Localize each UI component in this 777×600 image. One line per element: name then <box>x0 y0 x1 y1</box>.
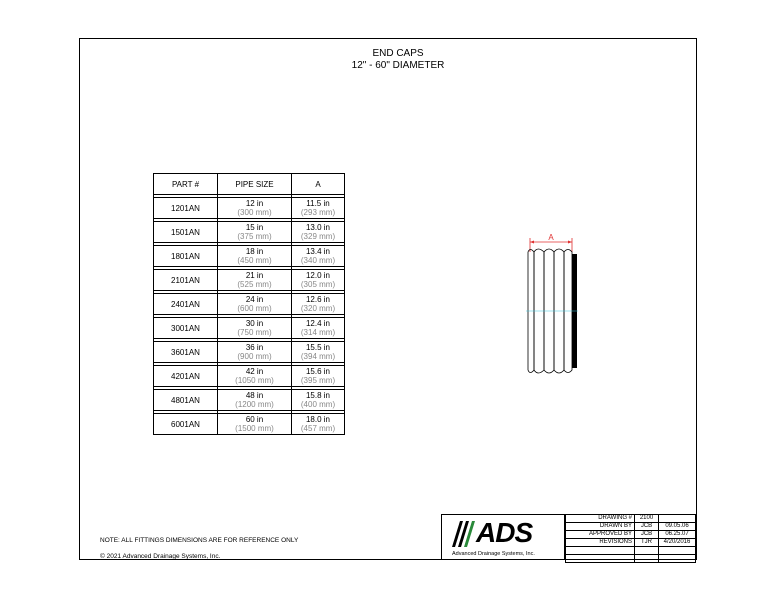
title-block-initials: JCB <box>635 531 659 539</box>
pipe-size-mm: (1500 mm) <box>235 424 274 433</box>
pipe-size-in: 60 in <box>245 415 264 424</box>
pipe-size <box>218 198 292 219</box>
dimension-a-mm: (329 mm) <box>300 232 336 241</box>
title-block-initials <box>635 555 659 563</box>
dimension-a-in: 18.0 in <box>305 415 331 424</box>
pipe-size-in: 12 in <box>245 199 264 208</box>
title-block-label: DRAWING # <box>566 515 635 523</box>
pipe-size-mm: (750 mm) <box>237 328 272 337</box>
title-block-row <box>566 555 696 563</box>
dimension-a <box>292 318 345 339</box>
header-part: PART # <box>154 174 218 195</box>
dimension-a <box>292 390 345 411</box>
table-row <box>154 414 345 435</box>
dimension-a-mm: (314 mm) <box>300 328 336 337</box>
title-block-initials: TJR <box>635 539 659 547</box>
drawing-title <box>79 48 717 72</box>
table-row <box>154 222 345 243</box>
dimension-a-mm: (394 mm) <box>300 352 336 361</box>
copyright: © 2021 Advanced Drainage Systems, Inc. <box>100 553 221 560</box>
end-cap-drawing <box>520 230 580 380</box>
dimension-a-mm: (400 mm) <box>300 400 336 409</box>
title-block-initials: 2100 <box>635 515 659 523</box>
dimension-a-mm: (293 mm) <box>300 208 336 217</box>
pipe-size-mm: (900 mm) <box>237 352 272 361</box>
title-block-date: 4/20/2016 <box>659 539 696 547</box>
title-block-date <box>659 555 696 563</box>
title-block-date: 09.05.06 <box>659 523 696 531</box>
dimension-a-mm: (320 mm) <box>300 304 336 313</box>
title-line-2: 12" - 60" DIAMETER <box>351 60 445 71</box>
table-row <box>154 390 345 411</box>
title-block-date: 06.25.07 <box>659 531 696 539</box>
dimension-a-in: 12.4 in <box>305 319 331 328</box>
pipe-size <box>218 222 292 243</box>
title-block-initials <box>635 547 659 555</box>
dimension-arrow-left <box>530 241 534 244</box>
table-row <box>154 246 345 267</box>
dimension-a-mm: (305 mm) <box>300 280 336 289</box>
pipe-size-in: 36 in <box>245 343 264 352</box>
dimension-a <box>292 366 345 387</box>
pipe-size-mm: (375 mm) <box>237 232 272 241</box>
dimension-a-in: 12.6 in <box>305 295 331 304</box>
pipe-size-in: 24 in <box>245 295 264 304</box>
part-number: 1201AN <box>154 198 218 219</box>
part-number: 3001AN <box>154 318 218 339</box>
ads-logo-box <box>441 514 565 560</box>
part-number: 2401AN <box>154 294 218 315</box>
pipe-size <box>218 390 292 411</box>
dimension-a-mm: (395 mm) <box>300 376 336 385</box>
part-number: 1801AN <box>154 246 218 267</box>
title-block-label: DRAWN BY <box>566 523 635 531</box>
title-block-date <box>659 515 696 523</box>
pipe-size-mm: (300 mm) <box>237 208 272 217</box>
dimension-a-mm: (457 mm) <box>300 424 336 433</box>
pipe-size-mm: (1200 mm) <box>235 400 274 409</box>
ads-logo-tagline: Advanced Drainage Systems, Inc. <box>452 551 535 557</box>
pipe-size-mm: (525 mm) <box>237 280 272 289</box>
table-row <box>154 294 345 315</box>
part-number: 6001AN <box>154 414 218 435</box>
pipe-size-in: 18 in <box>245 247 264 256</box>
title-block <box>565 514 696 563</box>
table-row <box>154 342 345 363</box>
pipe-size <box>218 270 292 291</box>
title-block-label: APPROVED BY <box>566 531 635 539</box>
title-block-row <box>566 547 696 555</box>
pipe-size-mm: (600 mm) <box>237 304 272 313</box>
title-block-initials: JCB <box>635 523 659 531</box>
dimension-a-in: 13.0 in <box>305 223 331 232</box>
pipe-size-in: 48 in <box>245 391 264 400</box>
dimension-a <box>292 198 345 219</box>
dimension-a <box>292 246 345 267</box>
title-block-label <box>566 555 635 563</box>
dimension-a-in: 13.4 in <box>305 247 331 256</box>
title-block-date <box>659 547 696 555</box>
pipe-size <box>218 414 292 435</box>
dimension-a-mm: (340 mm) <box>300 256 336 265</box>
parts-table-header <box>154 174 345 195</box>
dimension-a <box>292 270 345 291</box>
pipe-size-in: 30 in <box>245 319 264 328</box>
dimension-a <box>292 294 345 315</box>
table-row <box>154 318 345 339</box>
pipe-size <box>218 342 292 363</box>
dimension-a <box>292 342 345 363</box>
table-row <box>154 270 345 291</box>
title-block-row <box>566 523 696 531</box>
dimension-a-in: 15.5 in <box>305 343 331 352</box>
pipe-size-in: 42 in <box>245 367 264 376</box>
pipe-size-mm: (1050 mm) <box>235 376 274 385</box>
header-a: A <box>292 174 345 195</box>
pipe-size-in: 15 in <box>245 223 264 232</box>
dimension-a-in: 15.8 in <box>305 391 331 400</box>
ads-stripes-icon <box>448 519 478 549</box>
part-number: 3601AN <box>154 342 218 363</box>
part-number: 4801AN <box>154 390 218 411</box>
pipe-size <box>218 294 292 315</box>
dimension-a <box>292 414 345 435</box>
pipe-size-mm: (450 mm) <box>237 256 272 265</box>
ads-logo-mark: ADS <box>476 517 533 548</box>
title-block-row <box>566 539 696 547</box>
pipe-size <box>218 366 292 387</box>
reference-note: NOTE: ALL FITTINGS DIMENSIONS ARE FOR REFERENCE ONLY <box>100 537 299 544</box>
header-pipe-size: PIPE SIZE <box>218 174 292 195</box>
dimension-arrow-right <box>568 241 572 244</box>
table-row <box>154 198 345 219</box>
part-number: 2101AN <box>154 270 218 291</box>
parts-table <box>153 173 345 435</box>
title-line-1: END CAPS <box>372 48 424 59</box>
part-number: 4201AN <box>154 366 218 387</box>
dimension-a-in: 12.0 in <box>305 271 331 280</box>
pipe-size <box>218 318 292 339</box>
title-block-label: REVISIONS <box>566 539 635 547</box>
title-block-row <box>566 531 696 539</box>
dimension-label: A <box>548 233 554 242</box>
dimension-a-in: 11.5 in <box>306 199 330 208</box>
dimension-a <box>292 222 345 243</box>
dimension-a-in: 15.6 in <box>305 367 331 376</box>
title-block-row <box>566 515 696 523</box>
part-number: 1501AN <box>154 222 218 243</box>
pipe-size <box>218 246 292 267</box>
title-block-label <box>566 547 635 555</box>
table-row <box>154 366 345 387</box>
pipe-size-in: 21 in <box>245 271 264 280</box>
